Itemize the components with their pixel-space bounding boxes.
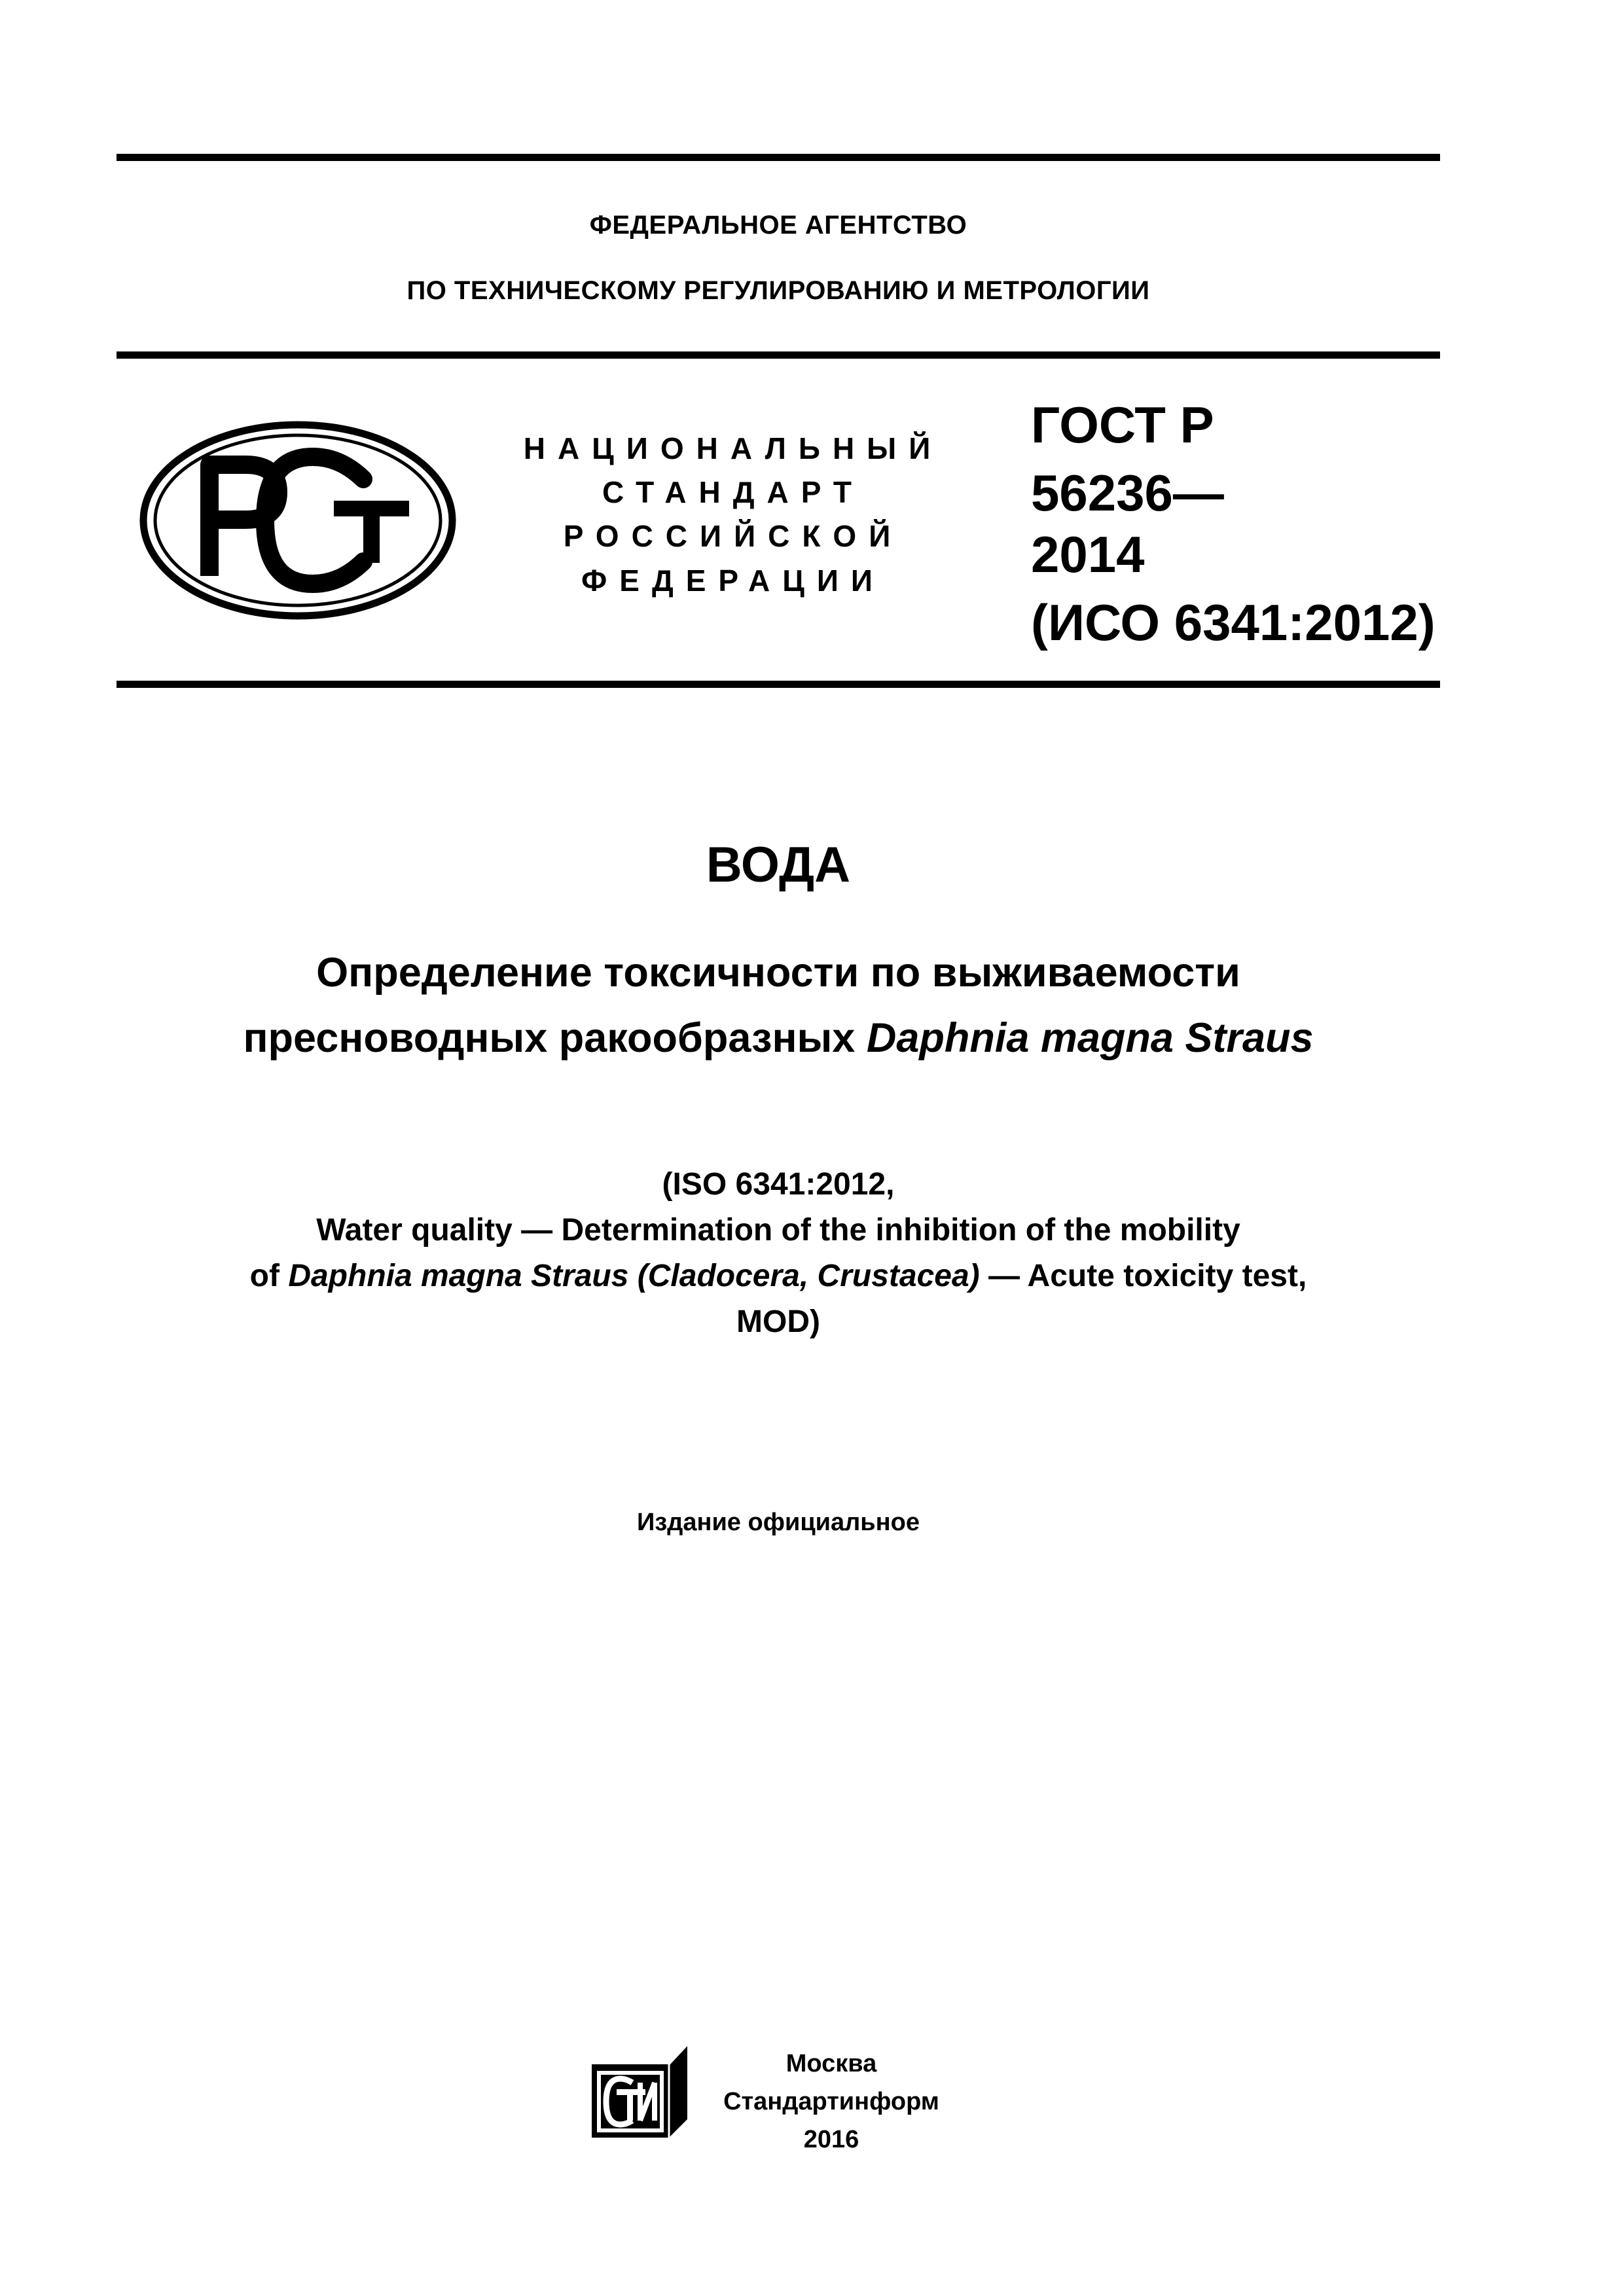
header-rule bbox=[117, 351, 1440, 359]
publisher-name: Стандартинформ bbox=[723, 2088, 939, 2115]
agency-name-line-1: ФЕДЕРАЛЬНОЕ АГЕНТСТВО bbox=[589, 211, 967, 240]
reference-species-name: Daphnia magna Straus (Cladocera, Crustacea) bbox=[288, 1259, 980, 1293]
publication-year: 2016 bbox=[803, 2126, 859, 2153]
subtitle-plain-text: пресноводных ракообразных bbox=[243, 1015, 867, 1061]
reference-prefix: of bbox=[249, 1259, 289, 1293]
edition-label: Издание официальное bbox=[637, 1509, 920, 1536]
international-reference-line-3 bbox=[117, 1258, 1440, 1294]
standard-designation-line-4: (ИСО 6341:2012) bbox=[1031, 594, 1435, 651]
international-reference-line-2: Water quality — Determination of the inhibition of the mobility bbox=[316, 1213, 1240, 1247]
standard-designation-line-2: 56236— bbox=[1031, 464, 1224, 522]
national-standard-line-1: НАЦИОНАЛЬНЫЙ bbox=[523, 431, 943, 465]
document-subtitle-line-2 bbox=[117, 1014, 1440, 1062]
international-reference-line-4: MOD) bbox=[736, 1304, 820, 1339]
national-standard-line-3: РОССИЙСКОЙ bbox=[563, 519, 903, 553]
national-standard-line-2: СТАНДАРТ bbox=[602, 475, 864, 509]
reference-suffix: — Acute toxicity test, bbox=[979, 1259, 1307, 1293]
agency-name-line-2: ПО ТЕХНИЧЕСКОМУ РЕГУЛИРОВАНИЮ И МЕТРОЛОГИИ bbox=[406, 276, 1150, 305]
document-title: ВОДА bbox=[706, 837, 851, 893]
standard-designation-line-1: ГОСТ Р bbox=[1031, 396, 1214, 454]
document-subtitle-line-1: Определение токсичности по выживаемости bbox=[316, 950, 1240, 996]
standard-designation-line-3: 2014 bbox=[1031, 526, 1145, 583]
publisher-city: Москва bbox=[785, 2050, 877, 2077]
designation-rule bbox=[117, 681, 1440, 688]
top-rule bbox=[117, 154, 1440, 161]
standartinform-logo-icon bbox=[589, 2042, 702, 2140]
rst-logo-icon bbox=[137, 419, 458, 622]
national-standard-line-4: ФЕДЕРАЦИИ bbox=[581, 564, 885, 598]
subtitle-species-name: Daphnia magna Straus bbox=[866, 1015, 1314, 1061]
international-reference-line-1: (ISO 6341:2012, bbox=[662, 1167, 895, 1202]
